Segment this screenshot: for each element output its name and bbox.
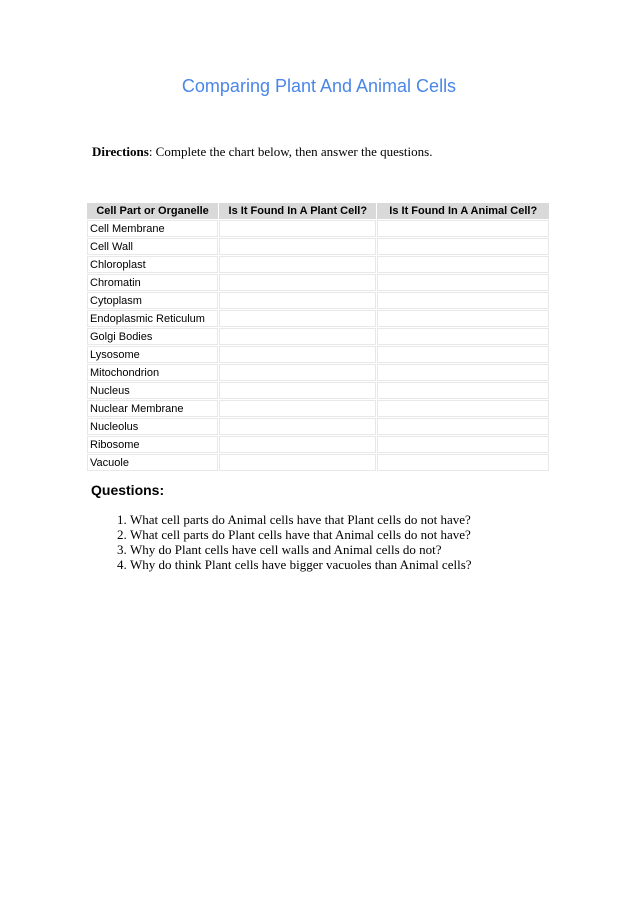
animal-cell-answer-cell[interactable] — [377, 346, 549, 363]
table-row — [87, 364, 549, 381]
table-row — [87, 382, 549, 399]
header-cell-part: Cell Part or Organelle — [87, 203, 218, 219]
question-item: 4. Why do think Plant cells have bigger vacuoles than Animal cells? — [130, 557, 472, 572]
header-animal-cell: Is It Found In A Animal Cell? — [377, 203, 549, 219]
table-row — [87, 400, 549, 417]
organelle-name-cell: Cell Membrane — [87, 220, 218, 237]
header-plant-cell: Is It Found In A Plant Cell? — [219, 203, 376, 219]
organelle-name-cell: Golgi Bodies — [87, 328, 218, 345]
table-row — [87, 238, 549, 255]
plant-cell-answer-cell[interactable] — [219, 256, 376, 273]
organelle-name-cell: Vacuole — [87, 454, 218, 471]
plant-cell-answer-cell[interactable] — [219, 454, 376, 471]
chart-body — [87, 220, 549, 471]
comparison-chart — [86, 202, 550, 472]
animal-cell-answer-cell[interactable] — [377, 238, 549, 255]
plant-cell-answer-cell[interactable] — [219, 400, 376, 417]
question-item: 1. What cell parts do Animal cells have that Plant cells do not have? — [130, 512, 472, 527]
organelle-name-cell: Nucleus — [87, 382, 218, 399]
plant-cell-answer-cell[interactable] — [219, 418, 376, 435]
animal-cell-answer-cell[interactable] — [377, 382, 549, 399]
organelle-name-cell: Ribosome — [87, 436, 218, 453]
plant-cell-answer-cell[interactable] — [219, 238, 376, 255]
animal-cell-answer-cell[interactable] — [377, 256, 549, 273]
questions-heading: Questions: — [91, 482, 165, 498]
organelle-name-cell: Chromatin — [87, 274, 218, 291]
animal-cell-answer-cell[interactable] — [377, 454, 549, 471]
animal-cell-answer-cell[interactable] — [377, 274, 549, 291]
table-row — [87, 292, 549, 309]
table-row — [87, 418, 549, 435]
animal-cell-answer-cell[interactable] — [377, 400, 549, 417]
plant-cell-answer-cell[interactable] — [219, 364, 376, 381]
animal-cell-answer-cell[interactable] — [377, 292, 549, 309]
table-row — [87, 436, 549, 453]
plant-cell-answer-cell[interactable] — [219, 328, 376, 345]
question-item: 3. Why do Plant cells have cell walls and Animal cells do not? — [130, 542, 472, 557]
plant-cell-answer-cell[interactable] — [219, 310, 376, 327]
questions-list — [95, 512, 472, 572]
plant-cell-answer-cell[interactable] — [219, 436, 376, 453]
organelle-name-cell: Mitochondrion — [87, 364, 218, 381]
table-row — [87, 310, 549, 327]
question-item: 2. What cell parts do Plant cells have that Animal cells do not have? — [130, 527, 472, 542]
organelle-name-cell: Cell Wall — [87, 238, 218, 255]
animal-cell-answer-cell[interactable] — [377, 310, 549, 327]
table-row — [87, 454, 549, 471]
plant-cell-answer-cell[interactable] — [219, 346, 376, 363]
animal-cell-answer-cell[interactable] — [377, 418, 549, 435]
plant-cell-answer-cell[interactable] — [219, 274, 376, 291]
plant-cell-answer-cell[interactable] — [219, 382, 376, 399]
table-row — [87, 346, 549, 363]
directions-label: Directions — [92, 144, 149, 159]
chart-header-row — [87, 203, 549, 219]
directions — [92, 144, 432, 160]
organelle-name-cell: Endoplasmic Reticulum — [87, 310, 218, 327]
plant-cell-answer-cell[interactable] — [219, 220, 376, 237]
organelle-name-cell: Chloroplast — [87, 256, 218, 273]
table-row — [87, 256, 549, 273]
organelle-name-cell: Lysosome — [87, 346, 218, 363]
animal-cell-answer-cell[interactable] — [377, 364, 549, 381]
animal-cell-answer-cell[interactable] — [377, 436, 549, 453]
organelle-name-cell: Cytoplasm — [87, 292, 218, 309]
plant-cell-answer-cell[interactable] — [219, 292, 376, 309]
animal-cell-answer-cell[interactable] — [377, 328, 549, 345]
table-row — [87, 274, 549, 291]
page-title: Comparing Plant And Animal Cells — [181, 76, 457, 96]
organelle-name-cell: Nucleolus — [87, 418, 218, 435]
table-row — [87, 220, 549, 237]
animal-cell-answer-cell[interactable] — [377, 220, 549, 237]
table-row — [87, 328, 549, 345]
directions-text: : Complete the chart below, then answer the questions. — [148, 144, 433, 159]
organelle-name-cell: Nuclear Membrane — [87, 400, 218, 417]
